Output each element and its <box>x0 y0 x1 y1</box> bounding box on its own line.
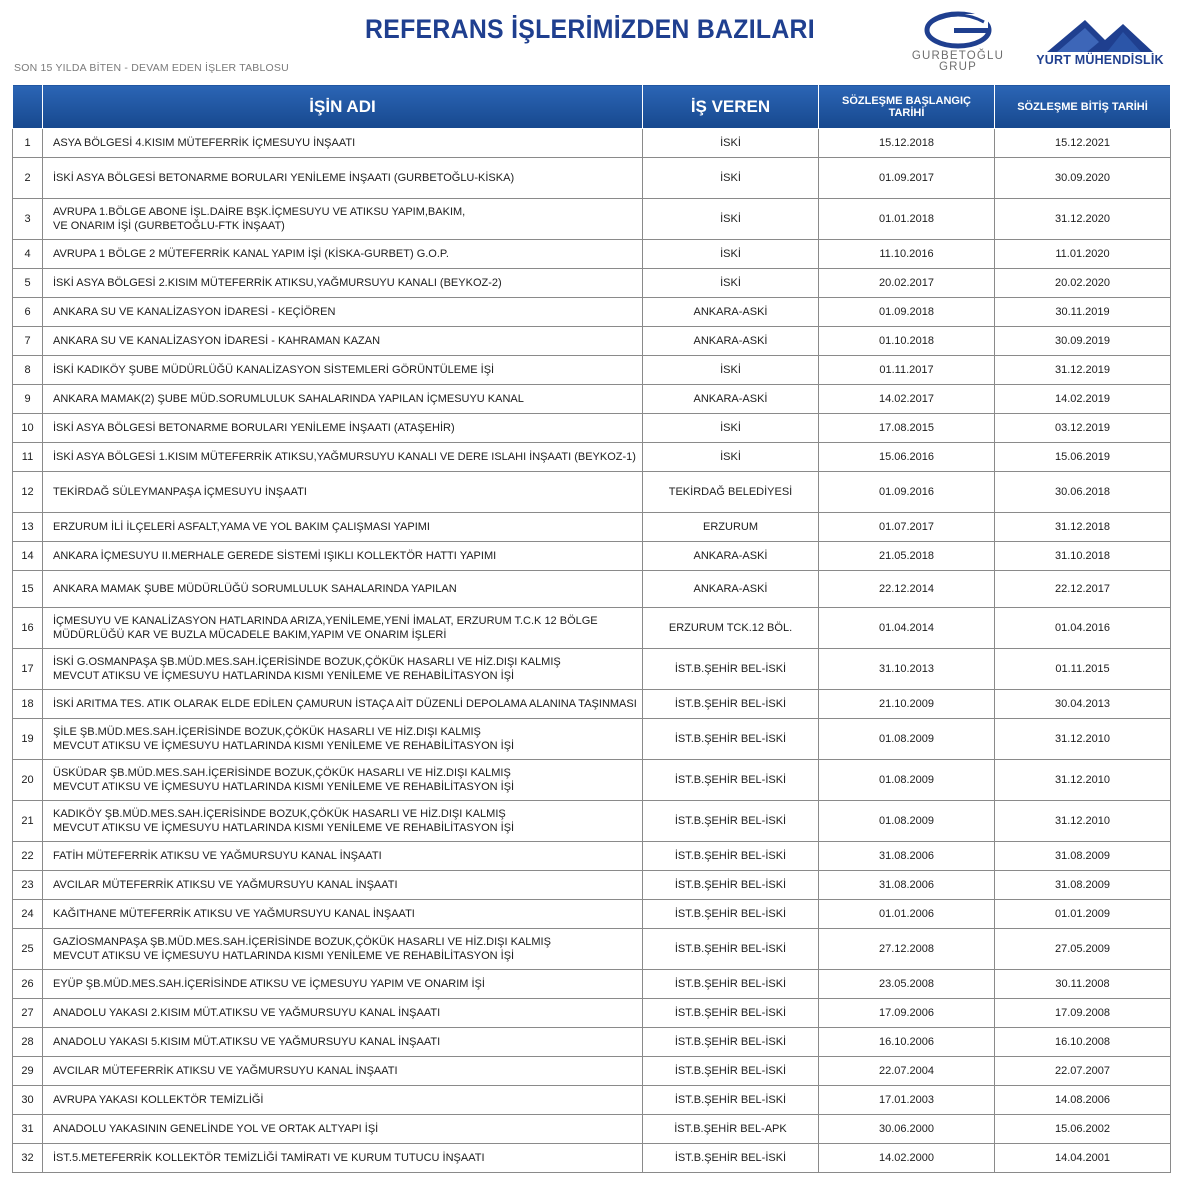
work-name <box>43 513 643 542</box>
employer: İST.B.ŞEHİR BEL-İSKİ <box>643 871 819 900</box>
end-date: 30.09.2020 <box>995 158 1171 199</box>
end-date: 31.12.2010 <box>995 801 1171 842</box>
table-row <box>13 801 1171 842</box>
row-number: 27 <box>13 999 43 1028</box>
work-name-line1: ANKARA MAMAK ŞUBE MÜDÜRLÜĞÜ SORUMLULUK SAHALARINDA YAPILAN <box>53 583 457 595</box>
work-name <box>43 970 643 999</box>
work-name-line2: MEVCUT ATIKSU VE İÇMESUYU HATLARINDA KISMI YENİLEME VE REHABİLİTASYON İŞİ <box>53 740 515 752</box>
work-name <box>43 129 643 158</box>
work-name-line2: MÜDÜRLÜĞÜ KAR VE BUZLA MÜCADELE BAKIM,YAPIM VE ONARIM İŞLERİ <box>53 629 447 641</box>
work-name-line2: MEVCUT ATIKSU VE İÇMESUYU HATLARINDA KISMI YENİLEME VE REHABİLİTASYON İŞİ <box>53 781 515 793</box>
row-number: 21 <box>13 801 43 842</box>
start-date: 22.12.2014 <box>819 571 995 608</box>
work-name-line1: ASYA BÖLGESİ 4.KISIM MÜTEFERRİK İÇMESUYU İNŞAATI <box>53 137 356 149</box>
table-row <box>13 1057 1171 1086</box>
gurbetoglu-logo-text: GURBETOĞLU <box>911 50 1005 62</box>
end-date: 14.04.2001 <box>995 1144 1171 1173</box>
work-name-line1: İSKİ KADIKÖY ŞUBE MÜDÜRLÜĞÜ KANALİZASYON SİSTEMLERİ GÖRÜNTÜLEME İŞİ <box>53 364 495 376</box>
table-row <box>13 1115 1171 1144</box>
table-row <box>13 690 1171 719</box>
start-date: 01.09.2018 <box>819 298 995 327</box>
row-number: 5 <box>13 269 43 298</box>
row-number: 7 <box>13 327 43 356</box>
start-date: 11.10.2016 <box>819 240 995 269</box>
work-name-line2: MEVCUT ATIKSU VE İÇMESUYU HATLARINDA KISMI YENİLEME VE REHABİLİTASYON İŞİ <box>53 822 515 834</box>
work-name <box>43 199 643 240</box>
start-date: 15.12.2018 <box>819 129 995 158</box>
work-name-line1: ANKARA İÇMESUYU II.MERHALE GEREDE SİSTEMİ IŞIKLI KOLLEKTÖR HATTI YAPIMI <box>53 550 497 562</box>
work-name <box>43 999 643 1028</box>
row-number: 8 <box>13 356 43 385</box>
employer: İSKİ <box>643 129 819 158</box>
work-name <box>43 414 643 443</box>
start-date: 21.10.2009 <box>819 690 995 719</box>
row-number: 25 <box>13 929 43 970</box>
work-name-line1: ANADOLU YAKASI 5.KISIM MÜT.ATIKSU VE YAĞMURSUYU KANAL İNŞAATI <box>53 1036 441 1048</box>
table-row <box>13 269 1171 298</box>
end-date: 22.07.2007 <box>995 1057 1171 1086</box>
work-name-line2: VE ONARIM İŞİ (GURBETOĞLU-FTK İNŞAAT) <box>53 220 285 232</box>
row-number: 26 <box>13 970 43 999</box>
row-number: 2 <box>13 158 43 199</box>
employer: İST.B.ŞEHİR BEL-İSKİ <box>643 900 819 929</box>
employer: ANKARA-ASKİ <box>643 385 819 414</box>
start-date: 14.02.2000 <box>819 1144 995 1173</box>
gurbetoglu-logo <box>898 10 1018 76</box>
work-name-line1: GAZİOSMANPAŞA ŞB.MÜD.MES.SAH.İÇERİSİNDE BOZUK,ÇÖKÜK HASARLI VE HİZ.DIŞI KALMIŞ <box>53 936 551 948</box>
end-date: 15.06.2019 <box>995 443 1171 472</box>
table-row <box>13 327 1171 356</box>
start-date: 31.08.2006 <box>819 871 995 900</box>
work-name-line1: AVRUPA 1.BÖLGE ABONE İŞL.DAİRE BŞK.İÇMESUYU VE ATIKSU YAPIM,BAKIM, <box>53 206 466 218</box>
row-number: 15 <box>13 571 43 608</box>
work-name <box>43 842 643 871</box>
work-name-line1: İSKİ ASYA BÖLGESİ 1.KISIM MÜTEFERRİK ATIKSU,YAĞMURSUYU KANALI VE DERE ISLAHI İNŞAATI (BEYKOZ-1) <box>53 451 636 463</box>
work-name-line1: İSKİ ASYA BÖLGESİ BETONARME BORULARI YENİLEME İNŞAATI (GURBETOĞLU-KİSKA) <box>53 172 515 184</box>
row-number: 11 <box>13 443 43 472</box>
work-name-line1: İSKİ G.OSMANPAŞA ŞB.MÜD.MES.SAH.İÇERİSİNDE BOZUK,ÇÖKÜK HASARLI VE HİZ.DIŞI KALMIŞ <box>53 656 561 668</box>
employer: ERZURUM TCK.12 BÖL. <box>643 608 819 649</box>
page-title: REFERANS İŞLERİMİZDEN BAZILARI <box>365 14 815 44</box>
employer: İST.B.ŞEHİR BEL-İSKİ <box>643 1057 819 1086</box>
end-date: 30.04.2013 <box>995 690 1171 719</box>
start-date: 31.10.2013 <box>819 649 995 690</box>
employer: ANKARA-ASKİ <box>643 298 819 327</box>
end-date: 31.08.2009 <box>995 871 1171 900</box>
start-date: 01.09.2016 <box>819 472 995 513</box>
work-name <box>43 900 643 929</box>
row-number: 19 <box>13 719 43 760</box>
row-number: 32 <box>13 1144 43 1173</box>
employer: İST.B.ŞEHİR BEL-İSKİ <box>643 649 819 690</box>
work-name-line1: İSKİ ARITMA TES. ATIK OLARAK ELDE EDİLEN ÇAMURUN İSTAÇA AİT DÜZENLİ DEPOLAMA ALANINA TAŞINMASI <box>53 698 637 710</box>
employer: İST.B.ŞEHİR BEL-İSKİ <box>643 999 819 1028</box>
employer: ANKARA-ASKİ <box>643 327 819 356</box>
work-name-line1: ÜSKÜDAR ŞB.MÜD.MES.SAH.İÇERİSİNDE BOZUK,ÇÖKÜK HASARLI VE HİZ.DIŞI KALMIŞ <box>53 767 511 779</box>
end-date: 15.12.2021 <box>995 129 1171 158</box>
references-table <box>12 84 1171 1173</box>
work-name-line1: ANADOLU YAKASI 2.KISIM MÜT.ATIKSU VE YAĞMURSUYU KANAL İNŞAATI <box>53 1007 441 1019</box>
start-date: 01.10.2018 <box>819 327 995 356</box>
work-name-line1: FATİH MÜTEFERRİK ATIKSU VE YAĞMURSUYU KANAL İNŞAATI <box>53 850 382 862</box>
work-name-line1: ANKARA MAMAK(2) ŞUBE MÜD.SORUMLULUK SAHALARINDA YAPILAN İÇMESUYU KANAL <box>53 393 524 405</box>
work-name-line1: TEKİRDAĞ SÜLEYMANPAŞA İÇMESUYU İNŞAATI <box>53 486 307 498</box>
start-date: 23.05.2008 <box>819 970 995 999</box>
table-row <box>13 929 1171 970</box>
employer: İSKİ <box>643 199 819 240</box>
start-date: 01.08.2009 <box>819 801 995 842</box>
work-name-line1: İÇMESUYU VE KANALİZASYON HATLARINDA ARIZA,YENİLEME,YENİ İMALAT, ERZURUM T.C.K 12 BÖLGE <box>53 615 598 627</box>
start-date: 17.01.2003 <box>819 1086 995 1115</box>
employer: İST.B.ŞEHİR BEL-APK <box>643 1115 819 1144</box>
row-number: 24 <box>13 900 43 929</box>
table-row <box>13 1144 1171 1173</box>
table-body <box>13 129 1171 1173</box>
employer: İSKİ <box>643 443 819 472</box>
work-name <box>43 719 643 760</box>
end-date: 31.12.2020 <box>995 199 1171 240</box>
column-header-no <box>13 85 43 129</box>
end-date: 20.02.2020 <box>995 269 1171 298</box>
table-row <box>13 356 1171 385</box>
end-date: 17.09.2008 <box>995 999 1171 1028</box>
employer: İSKİ <box>643 356 819 385</box>
table-row <box>13 443 1171 472</box>
employer: İST.B.ŞEHİR BEL-İSKİ <box>643 929 819 970</box>
start-date: 15.06.2016 <box>819 443 995 472</box>
end-date: 01.01.2009 <box>995 900 1171 929</box>
employer: İSKİ <box>643 414 819 443</box>
end-date: 31.10.2018 <box>995 542 1171 571</box>
employer: İST.B.ŞEHİR BEL-İSKİ <box>643 842 819 871</box>
work-name <box>43 269 643 298</box>
end-date: 27.05.2009 <box>995 929 1171 970</box>
end-date: 03.12.2019 <box>995 414 1171 443</box>
start-date: 31.08.2006 <box>819 842 995 871</box>
row-number: 12 <box>13 472 43 513</box>
start-date: 17.09.2006 <box>819 999 995 1028</box>
table-row <box>13 970 1171 999</box>
end-date: 30.09.2019 <box>995 327 1171 356</box>
row-number: 29 <box>13 1057 43 1086</box>
work-name <box>43 298 643 327</box>
row-number: 16 <box>13 608 43 649</box>
column-header-start-date: SÖZLEŞME BAŞLANGIÇ TARİHİ <box>819 85 995 129</box>
work-name <box>43 608 643 649</box>
table-row <box>13 999 1171 1028</box>
end-date: 14.02.2019 <box>995 385 1171 414</box>
work-name-line1: AVCILAR MÜTEFERRİK ATIKSU VE YAĞMURSUYU KANAL İNŞAATI <box>53 879 398 891</box>
employer: İST.B.ŞEHİR BEL-İSKİ <box>643 760 819 801</box>
table-row <box>13 1028 1171 1057</box>
start-date: 14.02.2017 <box>819 385 995 414</box>
end-date: 16.10.2008 <box>995 1028 1171 1057</box>
table-row <box>13 842 1171 871</box>
end-date: 30.11.2019 <box>995 298 1171 327</box>
employer: İSKİ <box>643 240 819 269</box>
table-row <box>13 240 1171 269</box>
row-number: 17 <box>13 649 43 690</box>
row-number: 18 <box>13 690 43 719</box>
work-name-line1: ANKARA SU VE KANALİZASYON İDARESİ - KEÇİÖREN <box>53 306 336 318</box>
end-date: 15.06.2002 <box>995 1115 1171 1144</box>
work-name-line1: AVRUPA 1 BÖLGE 2 MÜTEFERRİK KANAL YAPIM İŞİ (KİSKA-GURBET) G.O.P. <box>53 248 449 260</box>
start-date: 01.01.2006 <box>819 900 995 929</box>
end-date: 31.08.2009 <box>995 842 1171 871</box>
table-row <box>13 414 1171 443</box>
table-header-row <box>13 85 1171 129</box>
row-number: 20 <box>13 760 43 801</box>
page-subtitle: SON 15 YILDA BİTEN - DEVAM EDEN İŞLER TABLOSU <box>14 62 289 74</box>
table-row <box>13 298 1171 327</box>
end-date: 30.06.2018 <box>995 472 1171 513</box>
work-name-line1: AVRUPA YAKASI KOLLEKTÖR TEMİZLİĞİ <box>53 1094 264 1106</box>
work-name-line1: ŞİLE ŞB.MÜD.MES.SAH.İÇERİSİNDE BOZUK,ÇÖKÜK HASARLI VE HİZ.DIŞI KALMIŞ <box>53 726 481 738</box>
column-header-employer: İŞ VEREN <box>643 85 819 129</box>
start-date: 01.04.2014 <box>819 608 995 649</box>
table-row <box>13 199 1171 240</box>
work-name-line2: MEVCUT ATIKSU VE İÇMESUYU HATLARINDA KISMI YENİLEME VE REHABİLİTASYON İŞİ <box>53 670 515 682</box>
gurbetoglu-logo-subtext: GRUP <box>938 61 978 73</box>
work-name <box>43 327 643 356</box>
work-name <box>43 1086 643 1115</box>
employer: İST.B.ŞEHİR BEL-İSKİ <box>643 1086 819 1115</box>
work-name-line1: İSKİ ASYA BÖLGESİ 2.KISIM MÜTEFERRİK ATIKSU,YAĞMURSUYU KANALI (BEYKOZ-2) <box>53 277 502 289</box>
work-name <box>43 542 643 571</box>
start-date: 01.11.2017 <box>819 356 995 385</box>
work-name <box>43 1115 643 1144</box>
work-name <box>43 649 643 690</box>
table-row <box>13 472 1171 513</box>
work-name <box>43 356 643 385</box>
yurt-muhendislik-text: YURT MÜHENDİSLİK <box>1036 53 1164 67</box>
start-date: 01.09.2017 <box>819 158 995 199</box>
work-name-line1: ERZURUM İLİ İLÇELERİ ASFALT,YAMA VE YOL BAKIM ÇALIŞMASI YAPIMI <box>53 521 430 533</box>
end-date: 31.12.2010 <box>995 760 1171 801</box>
work-name <box>43 690 643 719</box>
start-date: 30.06.2000 <box>819 1115 995 1144</box>
end-date: 11.01.2020 <box>995 240 1171 269</box>
work-name <box>43 871 643 900</box>
work-name-line2: MEVCUT ATIKSU VE İÇMESUYU HATLARINDA KISMI YENİLEME VE REHABİLİTASYON İŞİ <box>53 950 515 962</box>
table-row <box>13 871 1171 900</box>
end-date: 22.12.2017 <box>995 571 1171 608</box>
end-date: 31.12.2019 <box>995 356 1171 385</box>
table-row <box>13 900 1171 929</box>
work-name <box>43 385 643 414</box>
employer: İST.B.ŞEHİR BEL-İSKİ <box>643 690 819 719</box>
work-name <box>43 1057 643 1086</box>
yurt-muhendislik-logo <box>1030 16 1170 72</box>
row-number: 10 <box>13 414 43 443</box>
start-date: 20.02.2017 <box>819 269 995 298</box>
work-name <box>43 240 643 269</box>
employer: ANKARA-ASKİ <box>643 542 819 571</box>
work-name <box>43 929 643 970</box>
table-row <box>13 385 1171 414</box>
employer: TEKİRDAĞ BELEDİYESİ <box>643 472 819 513</box>
start-date: 17.08.2015 <box>819 414 995 443</box>
employer: ANKARA-ASKİ <box>643 571 819 608</box>
work-name <box>43 571 643 608</box>
end-date: 01.04.2016 <box>995 608 1171 649</box>
start-date: 01.01.2018 <box>819 199 995 240</box>
work-name <box>43 1028 643 1057</box>
row-number: 3 <box>13 199 43 240</box>
row-number: 6 <box>13 298 43 327</box>
end-date: 31.12.2010 <box>995 719 1171 760</box>
start-date: 27.12.2008 <box>819 929 995 970</box>
column-header-work-name: İŞİN ADI <box>43 85 643 129</box>
employer: İSKİ <box>643 158 819 199</box>
row-number: 4 <box>13 240 43 269</box>
start-date: 01.08.2009 <box>819 760 995 801</box>
work-name-line1: İST.5.METEFERRİK KOLLEKTÖR TEMİZLİĞİ TAMİRATI VE KURUM TUTUCU İNŞAATI <box>53 1152 485 1164</box>
work-name <box>43 472 643 513</box>
work-name <box>43 760 643 801</box>
row-number: 14 <box>13 542 43 571</box>
start-date: 01.07.2017 <box>819 513 995 542</box>
work-name <box>43 443 643 472</box>
start-date: 21.05.2018 <box>819 542 995 571</box>
employer: İST.B.ŞEHİR BEL-İSKİ <box>643 719 819 760</box>
work-name <box>43 801 643 842</box>
employer: İSKİ <box>643 269 819 298</box>
table-row <box>13 719 1171 760</box>
start-date: 22.07.2004 <box>819 1057 995 1086</box>
row-number: 13 <box>13 513 43 542</box>
table-row <box>13 1086 1171 1115</box>
end-date: 31.12.2018 <box>995 513 1171 542</box>
work-name-line1: İSKİ ASYA BÖLGESİ BETONARME BORULARI YENİLEME İNŞAATI (ATAŞEHİR) <box>53 422 455 434</box>
work-name-line1: KAĞITHANE MÜTEFERRİK ATIKSU VE YAĞMURSUYU KANAL İNŞAATI <box>53 908 415 920</box>
row-number: 1 <box>13 129 43 158</box>
table-row <box>13 571 1171 608</box>
work-name-line1: EYÜP ŞB.MÜD.MES.SAH.İÇERİSİNDE ATIKSU VE İÇMESUYU YAPIM VE ONARIM İŞİ <box>53 978 485 990</box>
row-number: 22 <box>13 842 43 871</box>
work-name-line1: ANADOLU YAKASININ GENELİNDE YOL VE ORTAK ALTYAPI İŞİ <box>53 1123 379 1135</box>
work-name-line1: AVCILAR MÜTEFERRİK ATIKSU VE YAĞMURSUYU KANAL İNŞAATI <box>53 1065 398 1077</box>
gurbetoglu-mark-icon <box>924 10 992 50</box>
table-row <box>13 542 1171 571</box>
table-row <box>13 129 1171 158</box>
employer: İST.B.ŞEHİR BEL-İSKİ <box>643 1028 819 1057</box>
start-date: 01.08.2009 <box>819 719 995 760</box>
start-date: 16.10.2006 <box>819 1028 995 1057</box>
end-date: 01.11.2015 <box>995 649 1171 690</box>
work-name <box>43 158 643 199</box>
row-number: 9 <box>13 385 43 414</box>
work-name-line1: KADIKÖY ŞB.MÜD.MES.SAH.İÇERİSİNDE BOZUK,ÇÖKÜK HASARLI VE HİZ.DIŞI KALMIŞ <box>53 808 506 820</box>
work-name-line1: ANKARA SU VE KANALİZASYON İDARESİ - KAHRAMAN KAZAN <box>53 335 381 347</box>
column-header-end-date: SÖZLEŞME BİTİŞ TARİHİ <box>995 85 1171 129</box>
employer: İST.B.ŞEHİR BEL-İSKİ <box>643 1144 819 1173</box>
work-name <box>43 1144 643 1173</box>
table-row <box>13 760 1171 801</box>
employer: İST.B.ŞEHİR BEL-İSKİ <box>643 801 819 842</box>
row-number: 31 <box>13 1115 43 1144</box>
employer: ERZURUM <box>643 513 819 542</box>
table-row <box>13 158 1171 199</box>
table-row <box>13 608 1171 649</box>
table-row <box>13 513 1171 542</box>
row-number: 23 <box>13 871 43 900</box>
row-number: 28 <box>13 1028 43 1057</box>
end-date: 14.08.2006 <box>995 1086 1171 1115</box>
mountain-icon <box>1047 16 1153 52</box>
row-number: 30 <box>13 1086 43 1115</box>
table-row <box>13 649 1171 690</box>
employer: İST.B.ŞEHİR BEL-İSKİ <box>643 970 819 999</box>
end-date: 30.11.2008 <box>995 970 1171 999</box>
